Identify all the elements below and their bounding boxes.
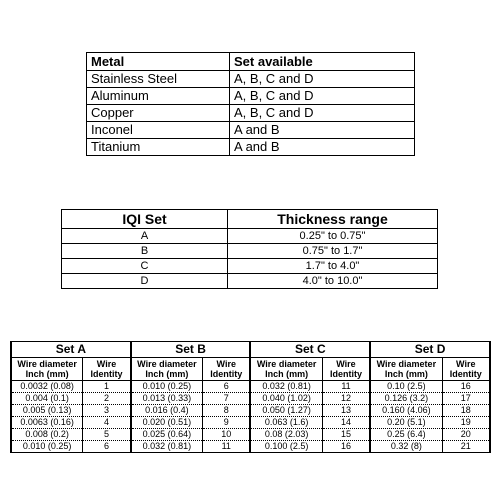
wire-sets-table xyxy=(10,341,491,453)
wire-diameter-cell: 0.020 (0.51) xyxy=(131,417,203,429)
wire-identity-cell: 2 xyxy=(83,393,131,405)
wire-diameter-cell: 0.32 (8) xyxy=(370,441,442,453)
thickness-range-cell: 0.25" to 0.75" xyxy=(228,229,438,244)
table-row xyxy=(87,122,415,139)
wire-identity-cell: 3 xyxy=(83,405,131,417)
wire-identity-cell: 16 xyxy=(442,381,490,393)
wire-identity-cell: 6 xyxy=(203,381,251,393)
iqi-set-cell: D xyxy=(62,274,228,289)
table-row xyxy=(11,381,490,393)
table-row xyxy=(62,274,438,289)
set-a-title: Set A xyxy=(11,342,131,358)
wire-diameter-cell: 0.100 (2.5) xyxy=(250,441,322,453)
wire-identity-cell: 7 xyxy=(203,393,251,405)
table-row xyxy=(11,393,490,405)
wire-identity-cell: 18 xyxy=(442,405,490,417)
wire-identity-cell: 6 xyxy=(83,441,131,453)
column-header-wire-identity: Wire Identity xyxy=(83,358,131,381)
iqi-set-cell: A xyxy=(62,229,228,244)
iqi-set-cell: B xyxy=(62,244,228,259)
set-available-cell: A, B, C and D xyxy=(230,105,415,122)
wire-identity-cell: 1 xyxy=(83,381,131,393)
column-header-wire-diameter: Wire diameter Inch (mm) xyxy=(11,358,83,381)
wire-diameter-cell: 0.040 (1.02) xyxy=(250,393,322,405)
column-header-wire-identity: Wire Identity xyxy=(442,358,490,381)
column-header-wire-diameter: Wire diameter Inch (mm) xyxy=(131,358,203,381)
wire-diameter-cell: 0.160 (4.06) xyxy=(370,405,442,417)
set-available-cell: A and B xyxy=(230,122,415,139)
wire-identity-cell: 19 xyxy=(442,417,490,429)
wire-identity-cell: 12 xyxy=(322,393,370,405)
set-available-cell: A, B, C and D xyxy=(230,88,415,105)
wire-diameter-cell: 0.016 (0.4) xyxy=(131,405,203,417)
wire-identity-cell: 17 xyxy=(442,393,490,405)
wire-diameter-cell: 0.050 (1.27) xyxy=(250,405,322,417)
thickness-range-cell: 4.0" to 10.0" xyxy=(228,274,438,289)
wire-identity-cell: 21 xyxy=(442,441,490,453)
metal-cell: Inconel xyxy=(87,122,230,139)
metal-cell: Stainless Steel xyxy=(87,71,230,88)
wire-diameter-cell: 0.20 (5.1) xyxy=(370,417,442,429)
wire-identity-cell: 4 xyxy=(83,417,131,429)
wire-diameter-cell: 0.0032 (0.08) xyxy=(11,381,83,393)
table-row xyxy=(11,417,490,429)
set-b-title: Set B xyxy=(131,342,251,358)
metal-cell: Aluminum xyxy=(87,88,230,105)
thickness-range-cell: 0.75" to 1.7" xyxy=(228,244,438,259)
wire-diameter-cell: 0.063 (1.6) xyxy=(250,417,322,429)
column-header-thickness-range: Thickness range xyxy=(228,210,438,229)
wire-diameter-cell: 0.126 (3.2) xyxy=(370,393,442,405)
wire-diameter-cell: 0.013 (0.33) xyxy=(131,393,203,405)
wire-diameter-cell: 0.004 (0.1) xyxy=(11,393,83,405)
column-header-wire-diameter: Wire diameter Inch (mm) xyxy=(250,358,322,381)
table-row xyxy=(87,105,415,122)
set-available-cell: A and B xyxy=(230,139,415,156)
thickness-range-cell: 1.7" to 4.0" xyxy=(228,259,438,274)
wire-identity-cell: 9 xyxy=(203,417,251,429)
metal-cell: Titanium xyxy=(87,139,230,156)
column-header-metal: Metal xyxy=(87,53,230,71)
wire-identity-cell: 10 xyxy=(203,429,251,441)
wire-identity-cell: 8 xyxy=(203,405,251,417)
table-row xyxy=(62,229,438,244)
wire-identity-cell: 16 xyxy=(322,441,370,453)
iqi-thickness-table xyxy=(61,209,438,289)
wire-diameter-cell: 0.005 (0.13) xyxy=(11,405,83,417)
wire-diameter-cell: 0.010 (0.25) xyxy=(131,381,203,393)
wire-diameter-cell: 0.0063 (0.16) xyxy=(11,417,83,429)
wire-identity-cell: 15 xyxy=(322,429,370,441)
wire-diameter-cell: 0.08 (2.03) xyxy=(250,429,322,441)
wire-diameter-cell: 0.032 (0.81) xyxy=(131,441,203,453)
wire-diameter-cell: 0.008 (0.2) xyxy=(11,429,83,441)
set-c-title: Set C xyxy=(250,342,370,358)
set-d-title: Set D xyxy=(370,342,490,358)
sub-header-row xyxy=(11,358,490,381)
iqi-set-cell: C xyxy=(62,259,228,274)
wire-identity-cell: 11 xyxy=(322,381,370,393)
column-header-wire-identity: Wire Identity xyxy=(203,358,251,381)
wire-identity-cell: 14 xyxy=(322,417,370,429)
table-row xyxy=(11,405,490,417)
table-row xyxy=(87,88,415,105)
wire-diameter-cell: 0.025 (0.64) xyxy=(131,429,203,441)
column-header-set-available: Set available xyxy=(230,53,415,71)
wire-sets-body xyxy=(11,381,490,453)
table-row xyxy=(11,429,490,441)
column-header-wire-diameter: Wire diameter Inch (mm) xyxy=(370,358,442,381)
wire-identity-cell: 5 xyxy=(83,429,131,441)
table-row xyxy=(87,71,415,88)
wire-diameter-cell: 0.10 (2.5) xyxy=(370,381,442,393)
column-header-wire-identity: Wire Identity xyxy=(322,358,370,381)
wire-diameter-cell: 0.25 (6.4) xyxy=(370,429,442,441)
table-row xyxy=(62,244,438,259)
set-available-cell: A, B, C and D xyxy=(230,71,415,88)
table-row xyxy=(87,139,415,156)
table-row xyxy=(11,441,490,453)
set-title-row xyxy=(11,342,490,358)
table-header-row xyxy=(87,53,415,71)
wire-identity-cell: 13 xyxy=(322,405,370,417)
wire-identity-cell: 11 xyxy=(203,441,251,453)
table-row xyxy=(62,259,438,274)
table-header-row xyxy=(62,210,438,229)
column-header-iqi-set: IQI Set xyxy=(62,210,228,229)
metal-cell: Copper xyxy=(87,105,230,122)
wire-diameter-cell: 0.010 (0.25) xyxy=(11,441,83,453)
metal-set-table xyxy=(86,52,415,156)
wire-diameter-cell: 0.032 (0.81) xyxy=(250,381,322,393)
wire-identity-cell: 20 xyxy=(442,429,490,441)
